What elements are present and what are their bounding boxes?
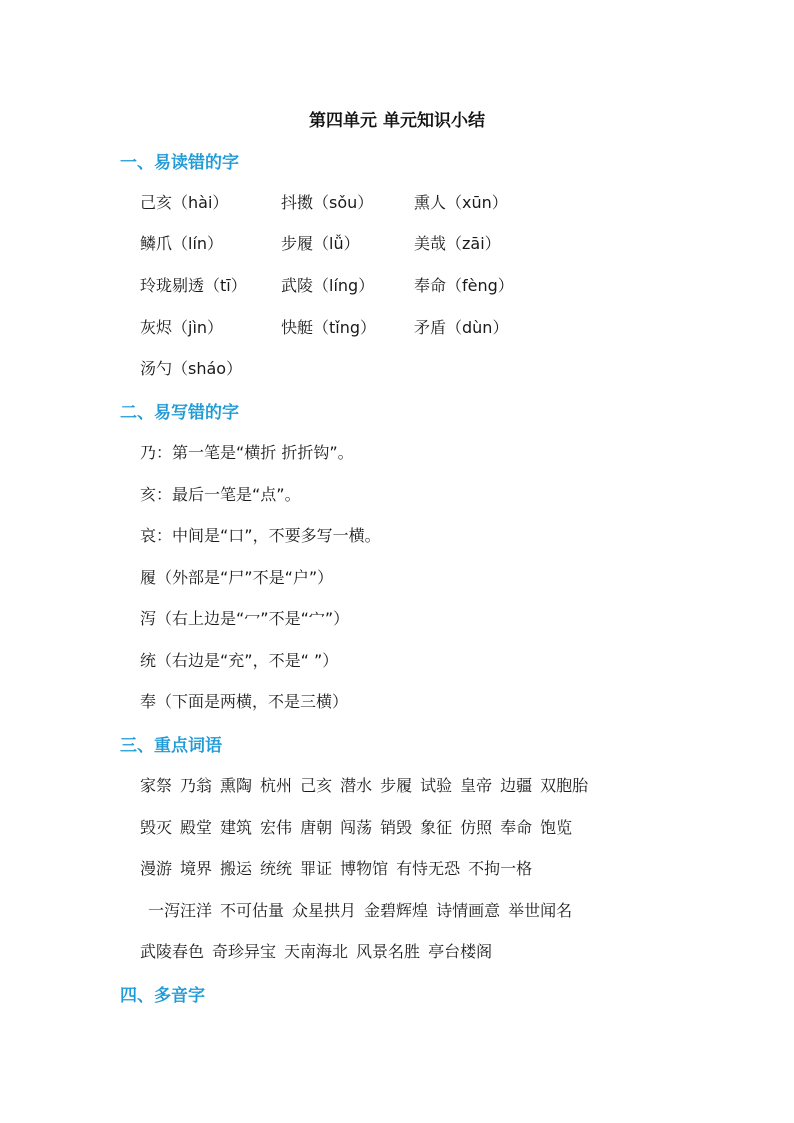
writing-note: 乃：第一笔是“横折 折折钩”。 — [140, 443, 354, 462]
writing-note: 泻（右上边是“冖”不是“宀”） — [140, 609, 350, 628]
vocab-word: 销毁 — [380, 818, 413, 837]
pinyin-item: 己亥（hài） — [140, 193, 229, 212]
writing-note: 哀：中间是“口”，不要多写一横。 — [140, 526, 381, 545]
pinyin-item: 奉命（fèng） — [414, 276, 514, 295]
pinyin-item: 矛盾（dùn） — [414, 318, 509, 337]
word-row — [140, 939, 492, 962]
pinyin-item: 武陵（líng） — [281, 276, 375, 295]
page-title: 第四单元 单元知识小结 — [309, 111, 485, 131]
pinyin-item: 玲珑剔透（tī） — [140, 276, 247, 295]
vocab-word: 武陵春色 — [140, 942, 205, 961]
section-heading-polyphones: 四、多音字 — [120, 986, 205, 1006]
vocab-word: 熏陶 — [220, 776, 253, 795]
vocab-word: 仿照 — [460, 818, 493, 837]
vocab-word: 己亥 — [300, 776, 333, 795]
word-row — [140, 856, 532, 879]
vocab-word: 奉命 — [500, 818, 533, 837]
word-row — [140, 773, 588, 796]
vocab-word: 饱览 — [540, 818, 573, 837]
word-row — [140, 815, 572, 838]
vocab-word: 建筑 — [220, 818, 253, 837]
vocab-word: 金碧辉煌 — [364, 901, 429, 920]
section-heading-key-words: 三、重点词语 — [120, 736, 222, 756]
vocab-word: 罪证 — [300, 859, 333, 878]
vocab-word: 举世闻名 — [508, 901, 573, 920]
vocab-word: 风景名胜 — [356, 942, 421, 961]
pinyin-item: 快艇（tǐng） — [281, 318, 377, 337]
pinyin-item: 汤勺（sháo） — [140, 359, 243, 378]
vocab-word: 双胞胎 — [540, 776, 589, 795]
vocab-word: 天南海北 — [284, 942, 349, 961]
writing-note: 履（外部是“尸”不是“户”） — [140, 568, 334, 587]
vocab-word: 唐朝 — [300, 818, 333, 837]
vocab-word: 搬运 — [220, 859, 253, 878]
writing-note: 奉（下面是两横，不是三横） — [140, 692, 349, 711]
pinyin-item: 灰烬（jìn） — [140, 318, 224, 337]
vocab-word: 不拘一格 — [468, 859, 533, 878]
vocab-word: 边疆 — [500, 776, 533, 795]
vocab-word: 乃翁 — [180, 776, 213, 795]
vocab-word: 诗情画意 — [436, 901, 501, 920]
vocab-word: 潜水 — [340, 776, 373, 795]
vocab-word: 毁灭 — [140, 818, 173, 837]
vocab-word: 境界 — [180, 859, 213, 878]
word-row — [148, 898, 572, 921]
vocab-word: 闯荡 — [340, 818, 373, 837]
vocab-word: 统统 — [260, 859, 293, 878]
vocab-word: 亭台楼阁 — [428, 942, 493, 961]
pinyin-item: 鳞爪（lín） — [140, 234, 224, 253]
vocab-word: 博物馆 — [340, 859, 389, 878]
writing-note: 统（右边是“充”，不是“ ”） — [140, 651, 339, 670]
vocab-word: 家祭 — [140, 776, 173, 795]
pinyin-item: 抖擞（sǒu） — [281, 193, 374, 212]
vocab-word: 奇珍异宝 — [212, 942, 277, 961]
vocab-word: 众星拱月 — [292, 901, 357, 920]
vocab-word: 殿堂 — [180, 818, 213, 837]
writing-note: 亥：最后一笔是“点”。 — [140, 485, 301, 504]
vocab-word: 皇帝 — [460, 776, 493, 795]
section-heading-miswritten: 二、易写错的字 — [120, 403, 239, 423]
section-heading-misread: 一、易读错的字 — [120, 153, 239, 173]
vocab-word: 不可估量 — [220, 901, 285, 920]
pinyin-item: 美哉（zāi） — [414, 234, 501, 253]
vocab-word: 试验 — [420, 776, 453, 795]
vocab-word: 漫游 — [140, 859, 173, 878]
vocab-word: 步履 — [380, 776, 413, 795]
vocab-word: 有恃无恐 — [396, 859, 461, 878]
vocab-word: 杭州 — [260, 776, 293, 795]
vocab-word: 象征 — [420, 818, 453, 837]
pinyin-item: 步履（lǚ） — [281, 234, 360, 253]
pinyin-item: 熏人（xūn） — [414, 193, 508, 212]
vocab-word: 一泻汪洋 — [148, 901, 213, 920]
vocab-word: 宏伟 — [260, 818, 293, 837]
